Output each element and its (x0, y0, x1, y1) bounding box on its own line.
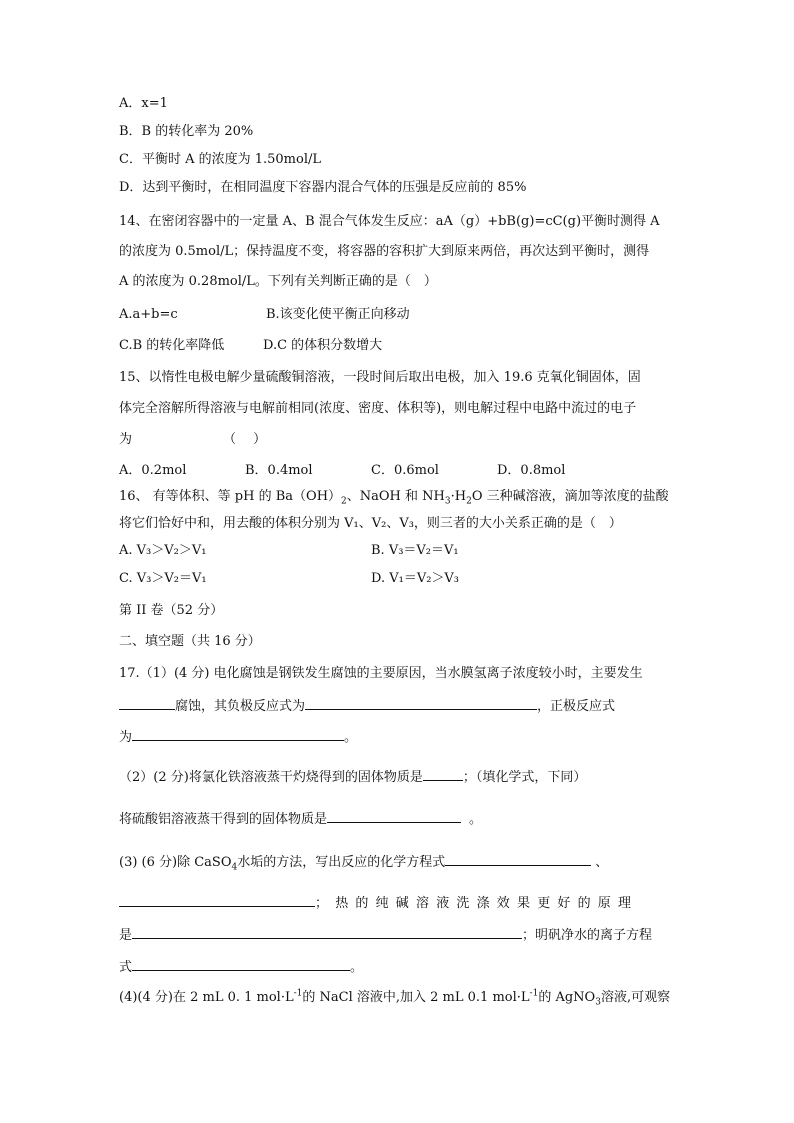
q17-part1-line2 (119, 697, 615, 715)
q16-option-c: C. V₃＞V₂＝V₁ (119, 571, 207, 586)
q14-option-b: B.该变化使平衡正向移动 (266, 307, 410, 322)
q16-subscript: 3 (444, 496, 451, 507)
q17-part4-text: 溶液,可观察 (600, 990, 671, 1005)
q17-part3-text: 是 (119, 928, 133, 943)
q17-part2-text: ；（填化学式，下同） (462, 770, 587, 785)
q14-option-c: C.B 的转化率降低 (119, 338, 225, 353)
q17-part1-text: 腐蚀，其负极反应式为 (175, 699, 306, 714)
answer-blank[interactable] (119, 697, 175, 710)
q17-part3-line2 (119, 894, 638, 912)
q17-part1-line1: 17.（1）(4 分) 电化腐蚀是钢铁发生腐蚀的主要原因，当水膜氢离子浓度较小时，主要发生 (119, 666, 643, 681)
answer-blank[interactable] (119, 894, 315, 907)
fill-blank-title: 二、填空题（共 16 分） (119, 634, 261, 649)
answer-blank[interactable] (132, 958, 350, 971)
q14-stem-line1: 14、在密闭容器中的一定量 A、B 混合气体发生反应：aA（g）+bB(g)=cC(g)平衡时测得 A (119, 214, 660, 229)
answer-blank[interactable] (423, 768, 463, 781)
q17-part2-line1 (119, 768, 586, 786)
q14-stem-line2: 的浓度为 0.5mol/L；保持温度不变，将容器的容积扩大到原来两倍，再次达到平衡时，测得 (119, 244, 650, 259)
q16-subscript: 2 (341, 496, 347, 507)
q14-option-d: D.C 的体积分数增大 (263, 338, 383, 353)
q15-option-a: A．0.2mol (119, 463, 187, 478)
q17-part1-text: ，正极反应式 (537, 699, 616, 714)
q17-part2-line2 (119, 810, 482, 828)
answer-blank[interactable] (445, 853, 591, 866)
q16-subscript: 2 (466, 496, 472, 507)
q17-part3-text: 、 (595, 855, 609, 870)
q16-stem-part-b: 、NaOH 和 NH (346, 489, 445, 504)
q17-part3-text: (3) (6 分)除 CaSO (119, 855, 232, 870)
q17-part1-text: 为 (119, 730, 133, 745)
q13-option-b: B．B 的转化率为 20% (119, 124, 254, 139)
q17-part4-line1 (119, 990, 670, 1006)
q17-part3-text: 式 (119, 960, 133, 975)
q14-option-a: A.a+b=c (119, 307, 178, 322)
q16-stem-line1 (119, 489, 669, 505)
q16-stem-part-c: ·H (450, 489, 467, 504)
q15-option-b: B．0.4mol (245, 463, 313, 478)
q17-subscript: 4 (231, 862, 238, 873)
q15-answer-bracket: （ ） (223, 432, 267, 447)
q16-option-a: A. V₃＞V₂＞V₁ (119, 543, 207, 558)
q17-part3-line4 (119, 958, 363, 976)
q16-option-b: B. V₃＝V₂＝V₁ (371, 543, 459, 558)
answer-blank[interactable] (132, 728, 344, 741)
q17-part1-text: 。 (344, 730, 358, 745)
q17-part4-text: 的 AgNO (538, 990, 596, 1005)
answer-blank[interactable] (305, 697, 537, 710)
q15-stem-line1: 15、以惰性电极电解少量硫酸铜溶液，一段时间后取出电极，加入 19.6 克氧化铜固体，固 (119, 370, 641, 385)
q16-stem-line2: 将它们恰好中和，用去酸的体积分别为 V₁、V₂、V₃，则三者的大小关系正确的是（ ） (119, 516, 622, 531)
q16-option-d: D. V₁＝V₂＞V₃ (371, 571, 460, 586)
q13-option-a: A．x=1 (119, 96, 168, 111)
q15-option-d: D．0.8mol (497, 463, 566, 478)
q14-stem-line3: A 的浓度为 0.28mol/L。下列有关判断正确的是（ ） (119, 274, 437, 289)
q17-part2-text: 。 (469, 812, 483, 827)
q17-part1-line3 (119, 728, 357, 746)
q15-stem-line3-prefix: 为 (119, 432, 133, 447)
q15-stem-line2: 体完全溶解所得溶液与电解前相同(浓度、密度、体积等)，则电解过程中电路中流过的电子 (119, 401, 637, 416)
q17-part3-line3 (119, 926, 652, 944)
q15-option-c: C．0.6mol (371, 463, 439, 478)
q17-superscript: -1 (293, 988, 303, 999)
q17-subscript: 3 (595, 997, 601, 1008)
q17-part2-text: （2）(2 分)将氯化铁溶液蒸干灼烧得到的固体物质是 (119, 770, 423, 785)
section-title: 第 II 卷（52 分） (119, 603, 224, 618)
q17-part3-text: ；明矾净水的离子方程 (522, 928, 653, 943)
q16-stem-part-d: O 三种碱溶液，滴加等浓度的盐酸 (471, 489, 669, 504)
q13-option-d: D．达到平衡时，在相同温度下容器内混合气体的压强是反应前的 85% (119, 180, 527, 195)
q17-part3-text: ；热的纯碱溶液洗涤效果更好的原理 (315, 896, 639, 911)
answer-blank[interactable] (132, 926, 522, 939)
q17-part4-text: 的 NaCl 溶液中,加入 2 mL 0.1 mol·L (302, 990, 530, 1005)
q13-option-c: C．平衡时 A 的浓度为 1.50mol/L (119, 152, 322, 167)
q17-part3-text: 水垢的方法，写出反应的化学方程式 (237, 855, 446, 870)
q17-part2-text: 将硫酸铝溶液蒸干得到的固体物质是 (119, 812, 328, 827)
answer-blank[interactable] (327, 810, 461, 823)
q17-part3-line1 (119, 853, 608, 871)
q17-superscript: -1 (529, 988, 539, 999)
q16-stem-part-a: 16、 有等体积、等 pH 的 Ba（OH） (119, 489, 342, 504)
q17-part4-text: (4)(4 分)在 2 mL 0. 1 mol·L (119, 990, 294, 1005)
q17-part3-text: 。 (350, 960, 364, 975)
